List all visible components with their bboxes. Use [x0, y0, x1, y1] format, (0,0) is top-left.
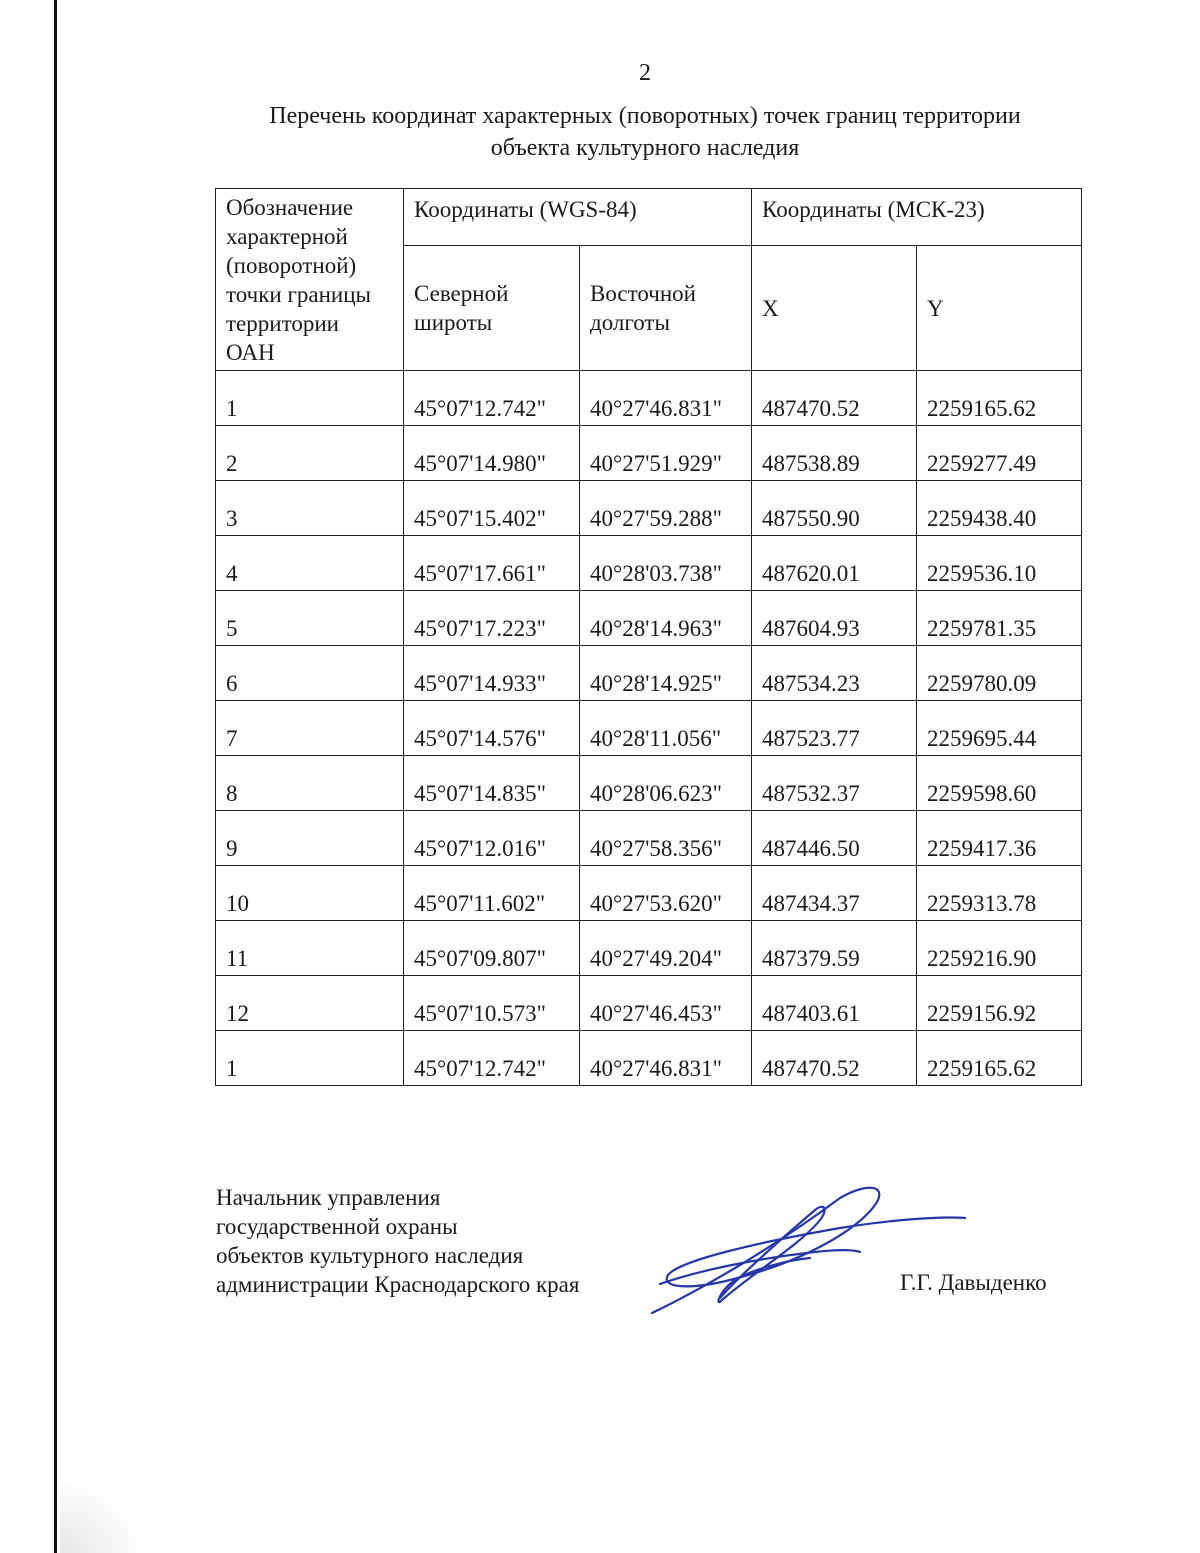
scan-left-edge: [54, 0, 57, 1553]
table-row: [216, 756, 1082, 811]
cell-y: 2259165.62: [917, 371, 1082, 426]
table-row: [216, 481, 1082, 536]
position-line-1: Начальник управления: [216, 1185, 441, 1210]
cell-east-longitude: 40°27'49.204": [580, 921, 752, 976]
table-row: [216, 866, 1082, 921]
header-point-designation: Обозначение характерной (поворотной) точки границы территории ОАН: [216, 189, 404, 371]
table-row: [216, 811, 1082, 866]
cell-north-latitude: 45°07'14.980": [404, 426, 580, 481]
cell-y: 2259165.62: [917, 1031, 1082, 1086]
scan-corner-shadow: [60, 1483, 140, 1553]
cell-point: 7: [216, 701, 404, 756]
cell-y: 2259536.10: [917, 536, 1082, 591]
cell-point: 8: [216, 756, 404, 811]
cell-x: 487550.90: [752, 481, 917, 536]
table-row: [216, 371, 1082, 426]
table-row: [216, 536, 1082, 591]
table-row: [216, 591, 1082, 646]
cell-x: 487403.61: [752, 976, 917, 1031]
cell-x: 487470.52: [752, 1031, 917, 1086]
cell-y: 2259417.36: [917, 811, 1082, 866]
cell-y: 2259438.40: [917, 481, 1082, 536]
cell-y: 2259313.78: [917, 866, 1082, 921]
cell-east-longitude: 40°27'46.453": [580, 976, 752, 1031]
cell-east-longitude: 40°27'51.929": [580, 426, 752, 481]
cell-point: 1: [216, 371, 404, 426]
coordinates-table: [215, 188, 1082, 1086]
document-title-line-2: объекта культурного наследия: [490, 135, 800, 161]
cell-point: 1: [216, 1031, 404, 1086]
header-y: Y: [917, 246, 1082, 371]
cell-x: 487620.01: [752, 536, 917, 591]
cell-north-latitude: 45°07'12.742": [404, 371, 580, 426]
cell-north-latitude: 45°07'12.016": [404, 811, 580, 866]
table-row: [216, 426, 1082, 481]
cell-point: 2: [216, 426, 404, 481]
cell-y: 2259781.35: [917, 591, 1082, 646]
cell-east-longitude: 40°27'46.831": [580, 1031, 752, 1086]
cell-point: 11: [216, 921, 404, 976]
cell-north-latitude: 45°07'12.742": [404, 1031, 580, 1086]
cell-x: 487523.77: [752, 701, 917, 756]
header-x: X: [752, 246, 917, 371]
cell-point: 4: [216, 536, 404, 591]
table-header-row-1: [216, 189, 1082, 246]
cell-east-longitude: 40°28'11.056": [580, 701, 752, 756]
cell-y: 2259216.90: [917, 921, 1082, 976]
cell-point: 12: [216, 976, 404, 1031]
signatory-name: Г.Г. Давыденко: [900, 1270, 1047, 1295]
cell-x: 487446.50: [752, 811, 917, 866]
cell-x: 487434.37: [752, 866, 917, 921]
cell-north-latitude: 45°07'14.933": [404, 646, 580, 701]
cell-point: 10: [216, 866, 404, 921]
cell-north-latitude: 45°07'14.835": [404, 756, 580, 811]
cell-y: 2259598.60: [917, 756, 1082, 811]
cell-east-longitude: 40°27'58.356": [580, 811, 752, 866]
table-row: [216, 1031, 1082, 1086]
cell-point: 5: [216, 591, 404, 646]
cell-point: 6: [216, 646, 404, 701]
position-line-4: администрации Краснодарского края: [216, 1272, 580, 1297]
header-wgs84: Координаты (WGS-84): [404, 189, 752, 246]
header-north-latitude: Северной широты: [404, 246, 580, 371]
cell-north-latitude: 45°07'10.573": [404, 976, 580, 1031]
cell-x: 487532.37: [752, 756, 917, 811]
cell-y: 2259780.09: [917, 646, 1082, 701]
signatory-position: [216, 1183, 579, 1299]
cell-north-latitude: 45°07'09.807": [404, 921, 580, 976]
table-row: [216, 701, 1082, 756]
document-title: [200, 100, 1090, 164]
cell-north-latitude: 45°07'17.661": [404, 536, 580, 591]
position-line-3: объектов культурного наследия: [216, 1243, 524, 1268]
table-row: [216, 921, 1082, 976]
cell-north-latitude: 45°07'14.576": [404, 701, 580, 756]
cell-point: 3: [216, 481, 404, 536]
cell-east-longitude: 40°28'03.738": [580, 536, 752, 591]
cell-y: 2259277.49: [917, 426, 1082, 481]
cell-x: 487538.89: [752, 426, 917, 481]
cell-east-longitude: 40°28'06.623": [580, 756, 752, 811]
cell-x: 487604.93: [752, 591, 917, 646]
cell-east-longitude: 40°28'14.925": [580, 646, 752, 701]
cell-north-latitude: 45°07'15.402": [404, 481, 580, 536]
header-msk23: Координаты (МСК-23): [752, 189, 1082, 246]
cell-x: 487379.59: [752, 921, 917, 976]
cell-east-longitude: 40°28'14.963": [580, 591, 752, 646]
position-line-2: государственной охраны: [216, 1214, 458, 1239]
handwritten-signature: [640, 1180, 980, 1320]
table-row: [216, 976, 1082, 1031]
table-body: [216, 371, 1082, 1086]
page-number: 2: [639, 60, 651, 86]
cell-east-longitude: 40°27'53.620": [580, 866, 752, 921]
document-title-line-1: Перечень координат характерных (поворотных) точек границ территории: [269, 103, 1021, 129]
cell-x: 487534.23: [752, 646, 917, 701]
header-east-longitude: Восточной долготы: [580, 246, 752, 371]
cell-y: 2259156.92: [917, 976, 1082, 1031]
cell-y: 2259695.44: [917, 701, 1082, 756]
cell-north-latitude: 45°07'17.223": [404, 591, 580, 646]
table-row: [216, 646, 1082, 701]
cell-x: 487470.52: [752, 371, 917, 426]
cell-point: 9: [216, 811, 404, 866]
cell-north-latitude: 45°07'11.602": [404, 866, 580, 921]
cell-east-longitude: 40°27'46.831": [580, 371, 752, 426]
cell-east-longitude: 40°27'59.288": [580, 481, 752, 536]
